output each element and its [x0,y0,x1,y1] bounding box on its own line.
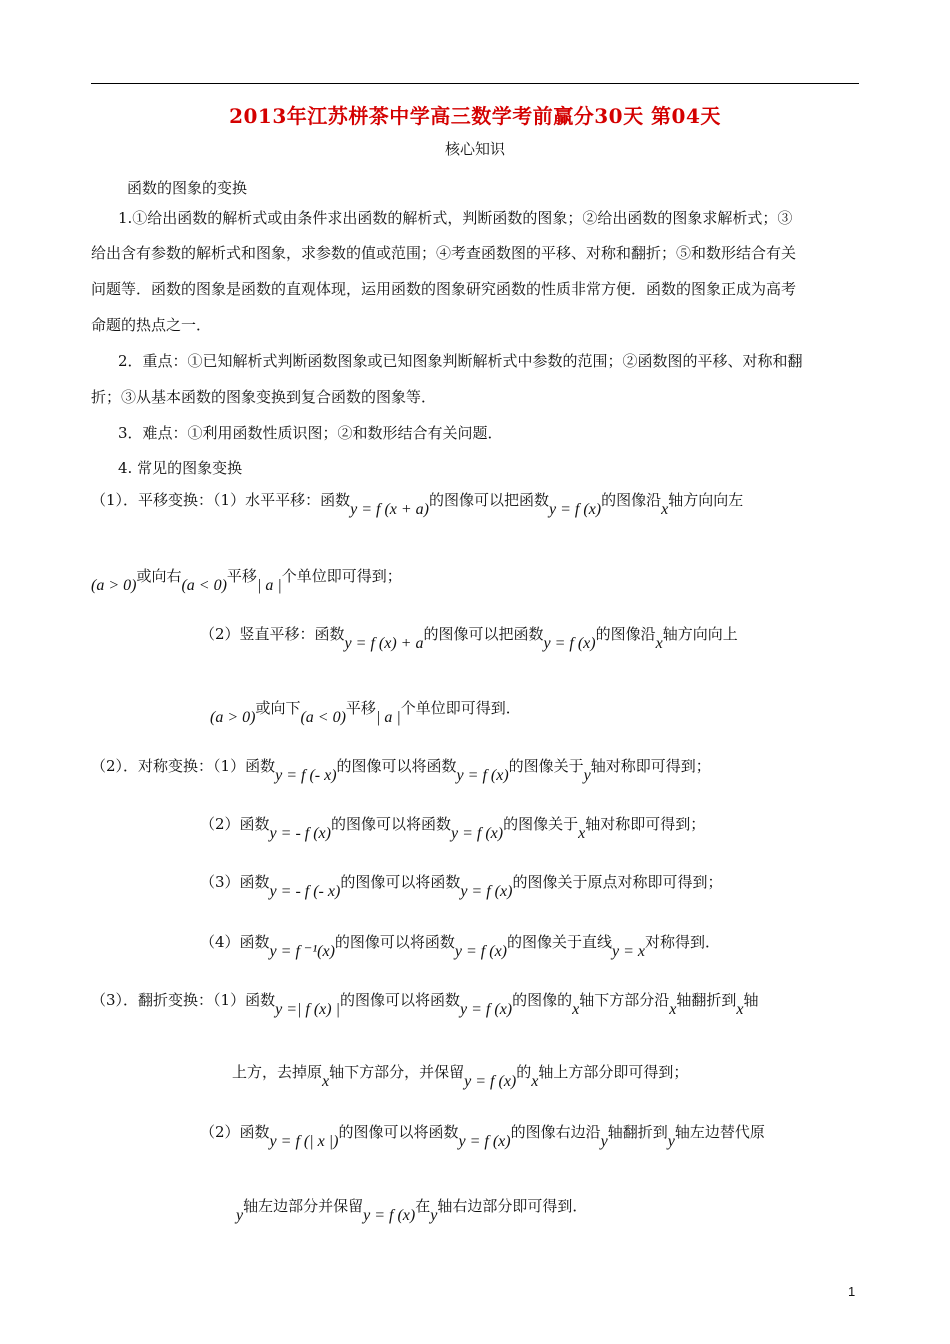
text: 的 [516,1063,532,1081]
formula: y =| f (x) | [275,1001,340,1018]
translation-line-4 [210,698,521,726]
text: （2）．对称变换：（1）函数 [91,757,276,775]
formula: y = f (x) [460,1001,513,1018]
formula: y = - f (x) [269,825,331,842]
formula: y = f (x) [454,943,508,960]
paragraph-1-line-3: 问题等．函数的图象是函数的直观体现，运用函数的图象研究函数的性质非常方便．函数的图象正成为高考 [91,280,797,298]
formula: (a > 0) [210,709,256,726]
section-heading: 函数的图象的变换 [127,179,248,197]
formula: x [531,1073,539,1090]
formula: y = f (x) [460,883,513,900]
text: 的图像关于 [503,815,579,833]
formula: (a < 0) [181,577,227,594]
formula: y [600,1133,608,1150]
formula: y = f (x) [549,501,602,518]
text: 的图像关于 [508,757,584,775]
text: 或向右 [136,567,182,585]
text: 的图像右边沿 [510,1123,601,1141]
paragraph-4: 4. 常见的图象变换 [118,459,243,477]
text: 轴下方部分，并保留 [329,1063,465,1081]
text: 个单位即可得到； [281,567,402,585]
text: 在 [415,1197,431,1215]
formula: x [655,635,663,652]
page-subtitle: 核心知识 [444,140,505,158]
translation-line-3 [200,624,738,652]
formula: x [572,1001,580,1018]
text: （3）函数 [200,873,270,891]
text: 轴对称即可得到； [585,815,706,833]
formula: | a | [375,709,401,726]
text: 的图像可以将函数 [336,757,457,775]
symmetry-line-3 [200,872,723,900]
formula: y [583,767,591,784]
text: 或向下 [255,699,301,717]
symmetry-line-2 [200,814,706,842]
flip-line-1 [91,990,759,1018]
text: 平移 [226,567,257,585]
text: 轴方向向左 [668,491,744,509]
text: 对称得到． [645,933,721,951]
flip-line-4 [236,1196,588,1224]
formula: y [667,1133,675,1150]
text: 轴对称即可得到； [590,757,711,775]
text: 的图像可以将函数 [338,1123,459,1141]
formula: (a > 0) [91,577,137,594]
formula: y = f (x) [451,825,504,842]
formula: y = f (x) [464,1073,517,1090]
text: 的图像可以将函数 [334,933,455,951]
text: 轴左边部分并保留 [243,1197,364,1215]
text: （2）函数 [200,1123,270,1141]
text: （3）．翻折变换：（1）函数 [91,991,276,1009]
text: 上方，去掉原 [232,1063,323,1081]
text: 轴下方部分沿 [579,991,670,1009]
flip-line-2 [232,1062,689,1090]
page-number: 1 [848,1284,856,1299]
paragraph-1-line-2: 给出含有参数的解析式和图象，求参数的值或范围；④考查函数图的平移、对称和翻折；⑤和数形结合有关 [91,244,797,262]
formula: x [578,825,586,842]
formula: x [669,1001,677,1018]
formula: x [322,1073,330,1090]
formula: y = f (x) [456,767,509,784]
formula: y [236,1207,244,1224]
formula: y = f (x) + a [344,635,424,652]
text: 的图像可以将函数 [340,991,461,1009]
text: 的图像的 [512,991,573,1009]
text: 平移 [345,699,376,717]
paragraph-1-line-1: 1.①给出函数的解析式或由条件求出函数的解析式，判断函数的图象；②给出函数的图象求解析式；③ [118,209,793,227]
paragraph-2-line-2: 折；③从基本函数的图象变换到复合函数的图象等． [91,388,437,406]
formula: y = f (x + a) [350,501,429,518]
text: 轴 [743,991,759,1009]
flip-line-3 [200,1122,765,1150]
symmetry-line-4 [200,932,721,960]
text: 个单位即可得到． [400,699,521,717]
paragraph-1-line-4: 命题的热点之一． [91,316,212,334]
text: 的图像沿 [595,625,656,643]
text: 轴右边部分即可得到． [437,1197,588,1215]
page-title: 2013年江苏栟茶中学高三数学考前赢分30天 第04天 [229,104,721,128]
formula: y = f ⁻¹(x) [269,943,335,960]
formula: y = x [612,943,646,960]
text: （4）函数 [200,933,270,951]
text: 轴翻折到 [676,991,737,1009]
text: 的图像可以把函数 [423,625,544,643]
formula: y [430,1207,438,1224]
formula: y = f (x) [543,635,596,652]
text: （2）竖直平移：函数 [200,625,345,643]
text: 的图像可以把函数 [429,491,550,509]
formula: y = f (- x) [275,767,337,784]
text: （2）函数 [200,815,270,833]
translation-line-2 [91,566,402,594]
formula: x [661,501,669,518]
text: （1）．平移变换：（1）水平平移：函数 [91,491,351,509]
text: 的图像关于原点对称即可得到； [512,873,723,891]
formula: y = f (x) [458,1133,511,1150]
paragraph-3: 3．难点：①利用函数性质识图；②和数形结合有关问题． [118,424,503,442]
text: 轴上方部分即可得到； [538,1063,689,1081]
text: 轴方向向上 [662,625,738,643]
header-rule [91,83,859,84]
formula: x [736,1001,744,1018]
text: 的图像可以将函数 [340,873,461,891]
symmetry-line-1 [91,756,711,784]
text: 的图像沿 [601,491,662,509]
formula: y = - f (- x) [269,883,341,900]
text: 轴翻折到 [607,1123,668,1141]
text: 轴左边替代原 [674,1123,765,1141]
text: 的图像可以将函数 [330,815,451,833]
text: 的图像关于直线 [507,933,613,951]
formula: (a < 0) [300,709,346,726]
translation-line-1 [91,490,744,518]
formula: | a | [256,577,282,594]
formula: y = f (x) [363,1207,416,1224]
paragraph-2-line-1: 2．重点：①已知解析式判断函数图象或已知图象判断解析式中参数的范围；②函数图的平移、对称和翻 [118,352,803,370]
formula: y = f (| x |) [269,1133,339,1150]
